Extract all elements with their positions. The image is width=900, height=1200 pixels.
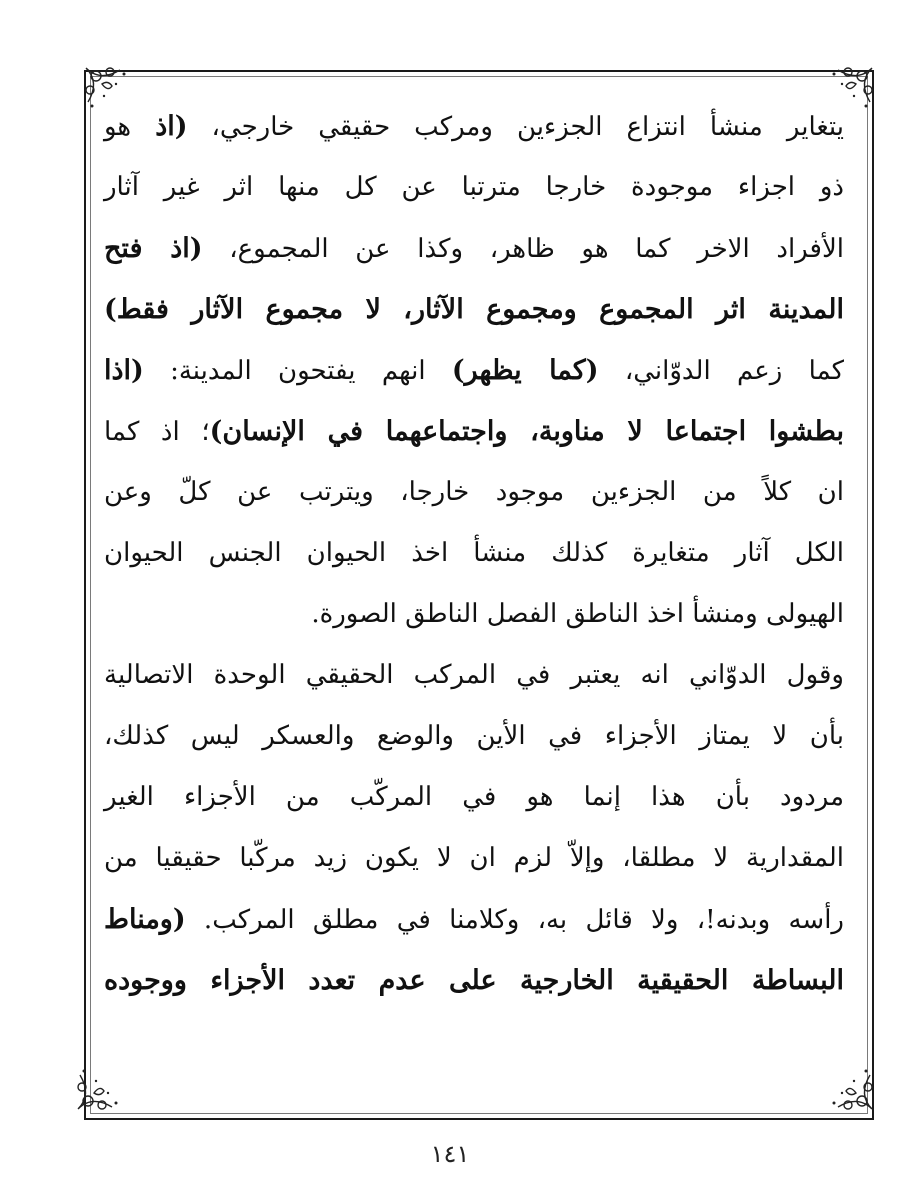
text-segment: وقول الدوّاني انه يعتبر في المركب الحقيقي الوحدة الاتصالية (104, 660, 844, 690)
text-line (104, 462, 844, 523)
bold-text-segment: البساطة الحقيقية الخارجية على عدم تعدد الأجزاء ووجوده (104, 965, 844, 996)
text-line (104, 584, 844, 645)
text-line (104, 828, 844, 889)
body-text (104, 96, 844, 1011)
bold-text-segment: (اذا (104, 355, 144, 386)
text-segment: الهيولى ومنشأ اخذ الناطق الفصل الناطق الصورة. (311, 599, 844, 629)
text-line (104, 706, 844, 767)
page-number: ١٤١ (430, 1140, 470, 1168)
text-segment: الكل آثار متغايرة كذلك منشأ اخذ الحيوان الجنس الحيوان (104, 538, 844, 568)
bold-text-segment: (كما يظهر) (451, 355, 599, 386)
bold-text-segment: (ومناط (104, 904, 186, 935)
text-segment: بأن لا يمتاز الأجزاء في الأين والوضع والعسكر ليس كذلك، (104, 721, 844, 751)
bold-text-segment: (اذ (155, 111, 188, 142)
text-line (104, 645, 844, 706)
text-segment: كما زعم الدوّاني، (598, 356, 844, 386)
text-line (104, 950, 844, 1011)
bold-text-segment: بطشوا اجتماعا لا مناوبة، واجتماعهما في الإنسان) (209, 416, 844, 447)
text-segment: المقدارية لا مطلقا، وإلاّ لزم ان لا يكون زيد مركّبا حقيقيا من (104, 843, 844, 873)
text-segment: هو (104, 112, 156, 142)
text-line (104, 889, 844, 950)
corner-ornament-bottom-right (808, 1045, 878, 1115)
text-segment: يتغاير منشأ انتزاع الجزءين ومركب حقيقي خارجي، (187, 112, 844, 142)
text-segment: انهم يفتحون المدينة: (143, 356, 452, 386)
text-line (104, 340, 844, 401)
bold-text-segment: (اذ فتح (104, 233, 203, 264)
text-line (104, 96, 844, 157)
corner-ornament-bottom-left (72, 1045, 142, 1115)
text-line (104, 218, 844, 279)
text-line (104, 523, 844, 584)
text-segment: الأفراد الاخر كما هو ظاهر، وكذا عن المجموع، (202, 234, 844, 264)
text-segment: رأسه وبدنه!، ولا قائل به، وكلامنا في مطلق المركب. (185, 905, 844, 935)
text-segment: ان كلاً من الجزءين موجود خارجا، ويترتب عن كلّ وعن (104, 477, 844, 507)
bold-text-segment: المدينة اثر المجموع ومجموع الآثار، لا مجموع الآثار فقط) (104, 294, 844, 325)
text-segment: ذو اجزاء موجودة خارجا مترتبا عن كل منها اثر غير آثار (104, 172, 844, 202)
text-line (104, 401, 844, 462)
text-segment: مردود بأن هذا إنما هو في المركّب من الأجزاء الغير (104, 782, 844, 812)
text-line (104, 767, 844, 828)
text-line (104, 279, 844, 340)
text-segment: ؛ اذ كما (104, 417, 210, 447)
text-line (104, 157, 844, 218)
